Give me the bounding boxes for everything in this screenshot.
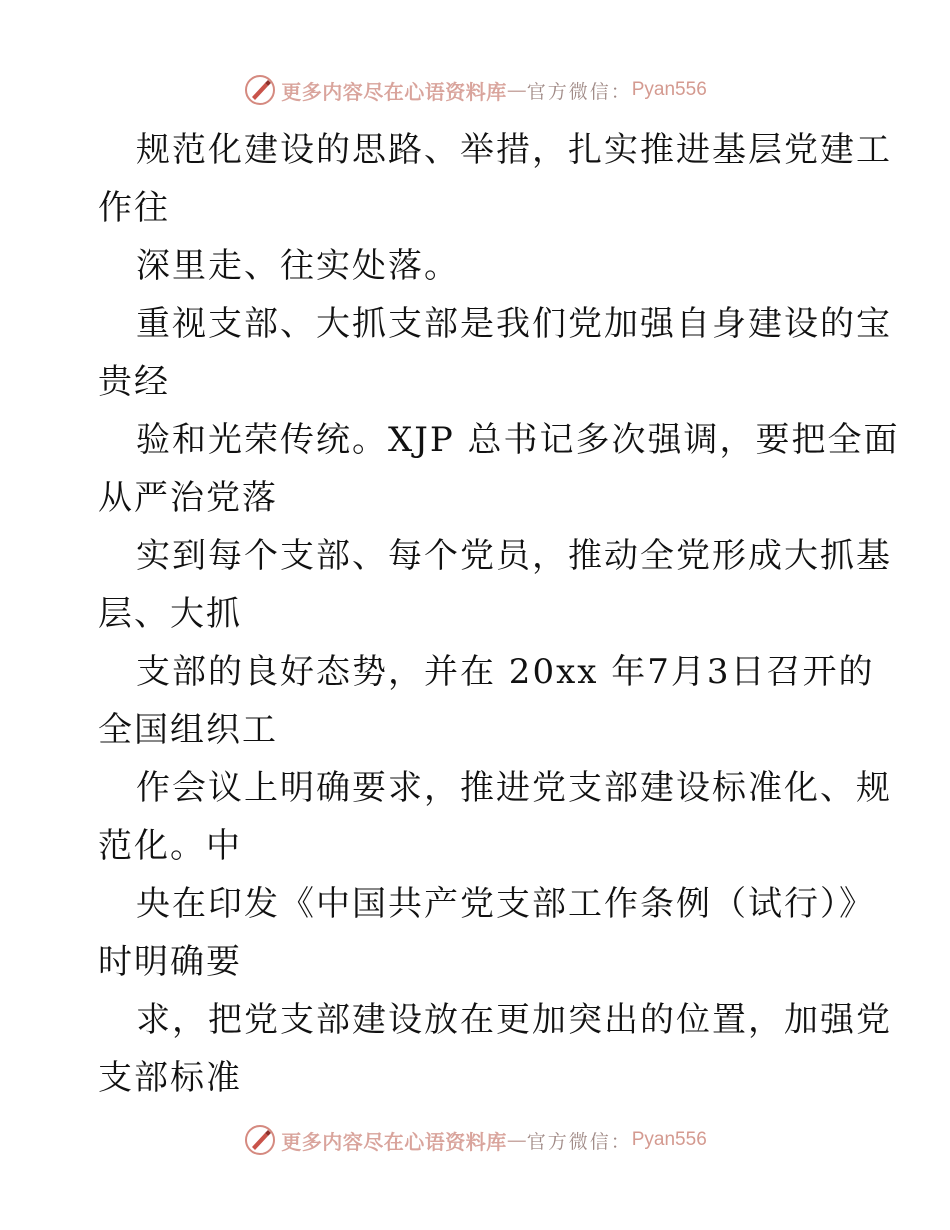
text-line: 时明确要 xyxy=(98,942,242,982)
text-line: 范化。中 xyxy=(98,826,242,866)
pen-logo-icon xyxy=(243,73,277,107)
text-line: 支部的良好态势，并在 20xx 年7月3日召开的 xyxy=(136,652,875,692)
text-line: 央在印发《中国共产党支部工作条例（试行）》 xyxy=(136,884,875,924)
watermark-wechat-id: Pyan556 xyxy=(631,1129,707,1150)
text-line: 层、大抓 xyxy=(98,594,242,634)
document-body xyxy=(98,121,900,1107)
watermark-wechat-label: 官方微信： xyxy=(526,1130,632,1153)
text-line: 贵经 xyxy=(98,362,170,402)
text-line: 支部标准 xyxy=(98,1058,242,1098)
text-line: 规范化建设的思路、举措，扎实推进基层党建工 xyxy=(136,130,892,170)
text-line: 实到每个支部、每个党员，推动全党形成大抓基 xyxy=(136,536,892,576)
text-line: 从严治党落 xyxy=(98,478,278,518)
watermark-wechat-label: 官方微信： xyxy=(526,80,632,103)
text-line: 重视支部、大抓支部是我们党加强自身建设的宝 xyxy=(136,304,892,344)
watermark-wechat-id: Pyan556 xyxy=(631,79,707,100)
text-line: 深里走、往实处落。 xyxy=(136,246,460,286)
text-line: 验和光荣传统。XJP 总书记多次强调，要把全面 xyxy=(136,420,900,460)
footer-watermark xyxy=(0,1120,950,1160)
watermark-brand: 更多内容尽在心语资料库 xyxy=(281,79,507,104)
text-line: 作往 xyxy=(98,188,170,228)
pen-logo-icon xyxy=(243,1123,277,1157)
header-watermark xyxy=(0,70,950,110)
watermark-separator: — xyxy=(506,1128,527,1152)
watermark-brand: 更多内容尽在心语资料库 xyxy=(281,1129,507,1154)
watermark-separator: — xyxy=(506,78,527,102)
text-line: 求，把党支部建设放在更加突出的位置，加强党 xyxy=(136,1000,892,1040)
text-line: 作会议上明确要求，推进党支部建设标准化、规 xyxy=(136,768,892,808)
text-line: 全国组织工 xyxy=(98,710,278,750)
